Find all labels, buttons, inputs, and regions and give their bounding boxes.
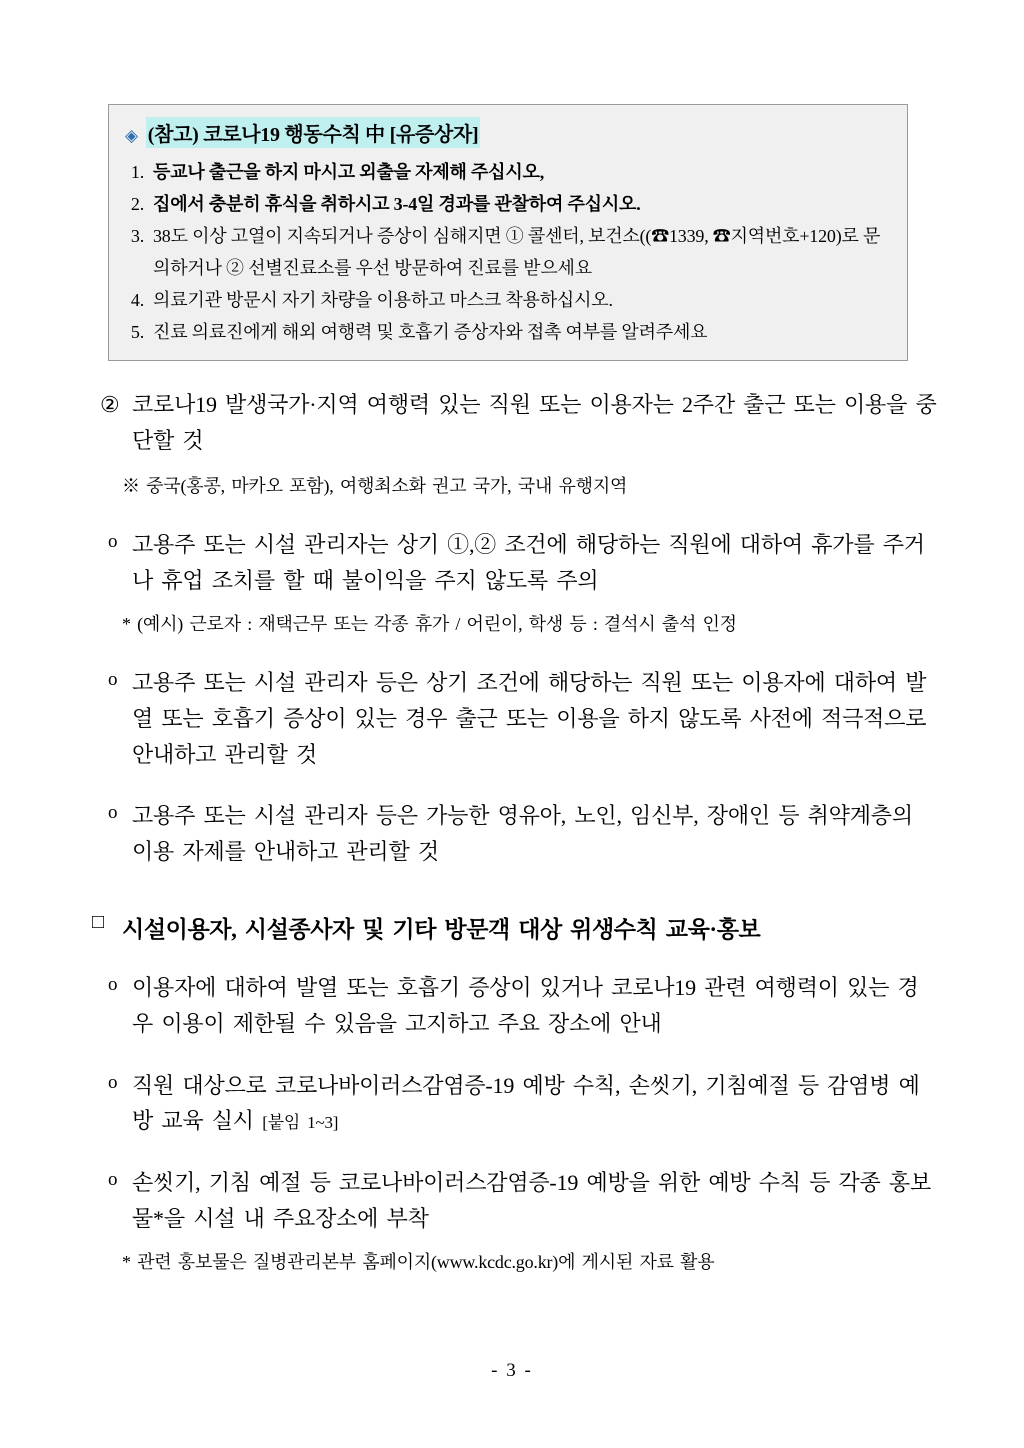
reference-box-title — [125, 117, 893, 148]
body-item-3 — [86, 798, 938, 869]
list-item — [123, 284, 893, 316]
section-item-3 — [86, 1165, 938, 1236]
list-item-text: 집에서 충분히 휴식을 취하시고 3-4일 경과를 관찰하여 주십시오. — [153, 194, 641, 215]
reference-box — [108, 104, 908, 361]
section-heading-text: 시설이용자, 시설종사자 및 기타 방문객 대상 위생수칙 교육·홍보 — [122, 917, 761, 943]
body-item-2 — [86, 665, 938, 772]
item-text: 이용자에 대하여 발열 또는 호흡기 증상이 있거나 코로나19 관련 여행력이 있는 경우 이용이 제한될 수 있음을 고지하고 주요 장소에 안내 — [132, 975, 919, 1037]
reference-box-title-text: (참고) 코로나19 행동수칙 中 [유증상자] — [146, 117, 481, 148]
list-item — [123, 188, 893, 220]
list-item-text: 등교나 출근을 하지 마시고 외출을 자제해 주십시오, — [153, 162, 545, 182]
item-text: 손씻기, 기침 예절 등 코로나바이러스감염증-19 예방을 위한 예방 수칙 등 각종 홍보물*을 시설 내 주요장소에 부착 — [132, 1169, 931, 1231]
item-text: 고용주 또는 시설 관리자는 상기 ①,② 조건에 해당하는 직원에 대하여 휴가를 주거나 휴업 조치를 할 때 불이익을 주지 않도록 주의 — [132, 532, 925, 593]
list-item-text: 진료 의료진에게 해외 여행력 및 호흡기 증상자와 접촉 여부를 알려주세요 — [153, 322, 708, 343]
item-marker: o — [108, 1168, 118, 1190]
page-number: - 3 - — [491, 1360, 533, 1381]
item-note: * (예시) 근로자 : 재택근무 또는 각종 휴가 / 어린이, 학생 등 : 결석시 출석 인정 — [122, 614, 737, 635]
item-text: 고용주 또는 시설 관리자 등은 상기 조건에 해당하는 직원 또는 이용자에 대하여 발열 또는 호흡기 증상이 있는 경우 출근 또는 이용을 하지 않도록 사전에 적극적으로 안내하고 관리할 것 — [132, 670, 927, 767]
item-marker: o — [108, 802, 118, 824]
list-item-text: 38도 이상 고열이 지속되거나 증상이 심해지면 ① 콜센터, 보건소((☎1339, ☎지역번호+120)로 문의하거나 ② 선별진료소를 우선 방문하여 진료를 받으세요 — [153, 226, 881, 279]
attachment-tag: [붙임 1~3] — [262, 1113, 339, 1133]
item-text: 고용주 또는 시설 관리자 등은 가능한 영유아, 노인, 임신부, 장애인 등 취약계층의 이용 자제를 안내하고 관리할 것 — [132, 803, 913, 864]
diamond-icon: ◈ — [125, 126, 138, 145]
body-item-1 — [86, 527, 938, 598]
item-marker: ② — [100, 392, 120, 418]
section-marker: □ — [92, 911, 104, 934]
list-item-number: 1. — [130, 162, 144, 182]
item-marker: o — [108, 1071, 118, 1093]
item-marker: o — [108, 974, 118, 996]
item-text-wrapper — [132, 1068, 938, 1139]
list-item — [123, 156, 893, 188]
reference-box-list — [123, 156, 893, 348]
section-item-1 — [86, 970, 938, 1041]
section-item-2 — [86, 1068, 938, 1139]
list-item — [123, 316, 893, 348]
item-note: ※ 중국(홍콩, 마카오 포함), 여행최소화 권고 국가, 국내 유행지역 — [122, 476, 628, 497]
item-marker: o — [108, 531, 118, 553]
section-heading — [86, 911, 938, 944]
item-note: * 관련 홍보물은 질병관리본부 홈페이지(www.kcdc.go.kr)에 게시된 자료 활용 — [122, 1252, 715, 1273]
body-item-circled-2 — [86, 387, 938, 458]
item-text: 직원 대상으로 코로나바이러스감염증-19 예방 수칙, 손씻기, 기침예절 등 감염병 예방 교육 실시 — [132, 1072, 920, 1134]
list-item — [123, 220, 893, 284]
list-item-number: 5. — [130, 322, 144, 343]
item-text: 코로나19 발생국가·지역 여행력 있는 직원 또는 이용자는 2주간 출근 또는 이용을 중단할 것 — [132, 392, 937, 453]
list-item-text: 의료기관 방문시 자기 차량을 이용하고 마스크 착용하십시오. — [153, 290, 613, 311]
item-marker: o — [108, 669, 118, 691]
list-item-number: 4. — [130, 290, 144, 311]
list-item-number: 2. — [130, 194, 144, 215]
list-item-number: 3. — [130, 226, 144, 247]
